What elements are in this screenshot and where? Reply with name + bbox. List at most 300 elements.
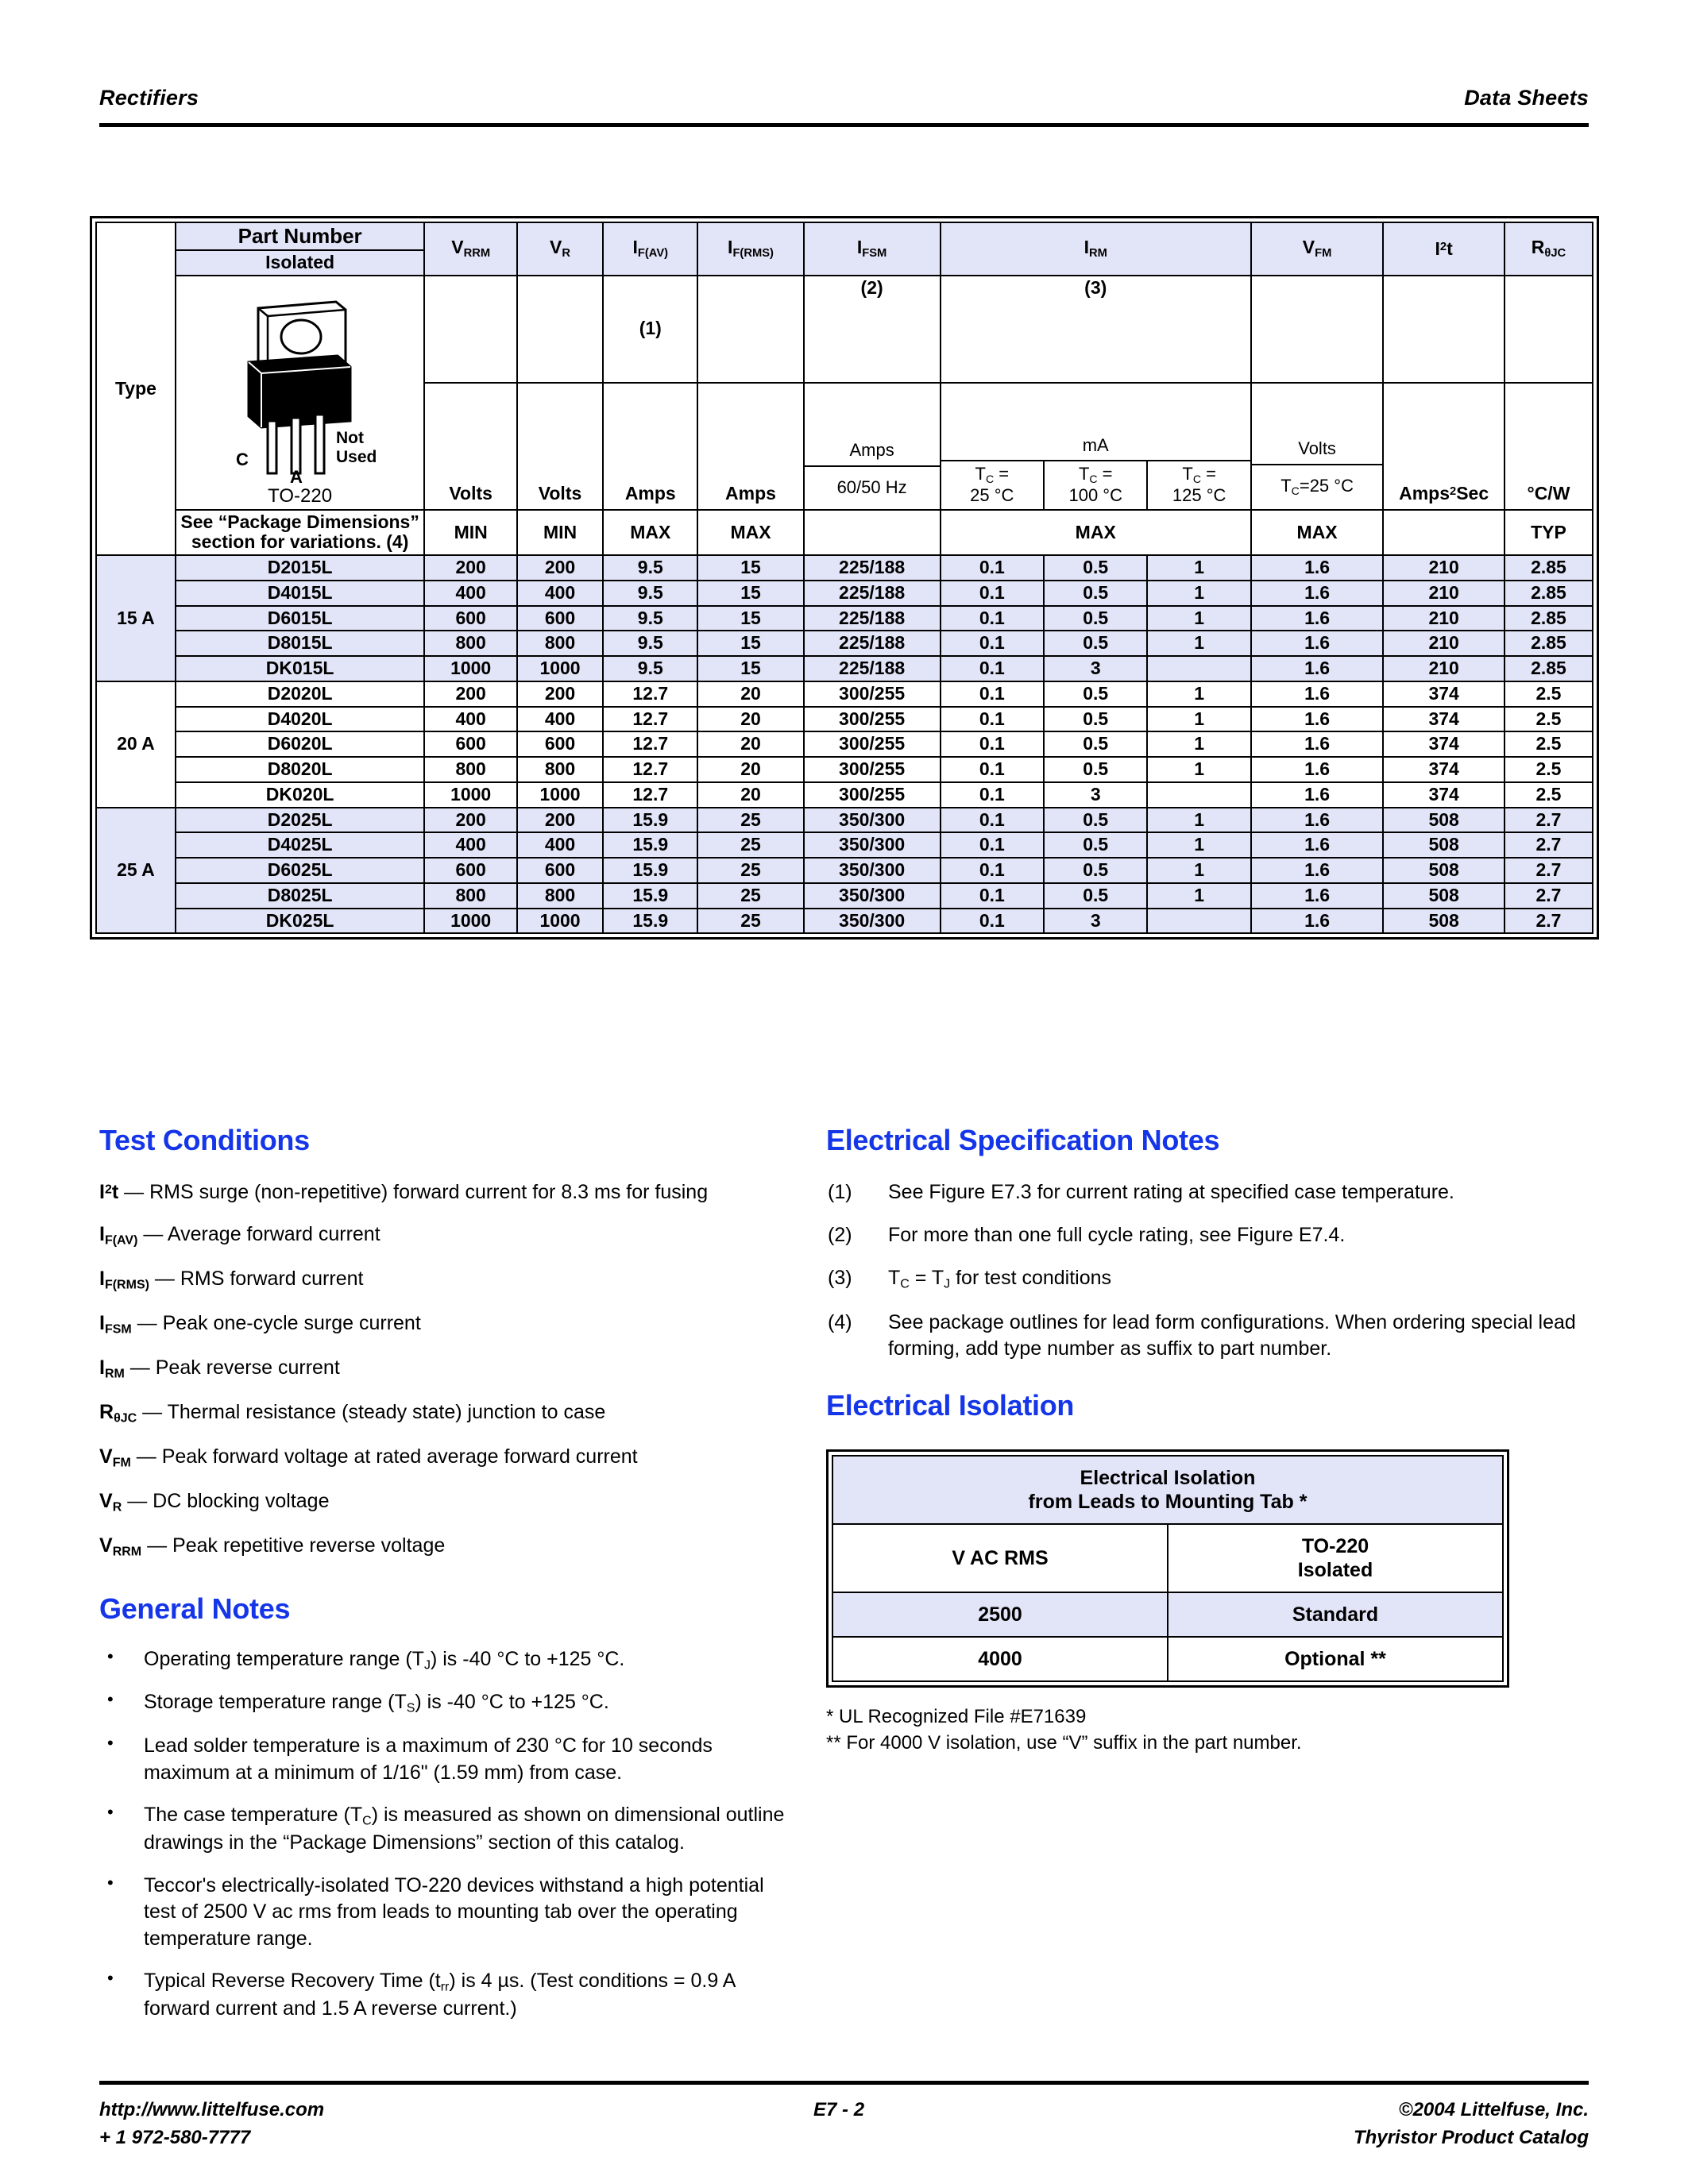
page-footer bbox=[99, 2097, 1589, 2152]
cell-vr: 1000 bbox=[517, 782, 603, 808]
cell-ifrms: 20 bbox=[697, 731, 803, 757]
table-row bbox=[96, 782, 1593, 808]
cell-vr: 800 bbox=[517, 631, 603, 656]
col-header-vfm: $V_{FM}$ bbox=[1251, 222, 1383, 276]
running-head-right: Data Sheets bbox=[1464, 86, 1589, 110]
cell-irm-100c: 0.5 bbox=[1044, 808, 1147, 833]
note-ref-i2t bbox=[1383, 276, 1505, 383]
unit-ifsm-cell bbox=[804, 383, 941, 510]
package-footnote bbox=[176, 510, 425, 556]
cell-ifsm: 225/188 bbox=[804, 656, 941, 681]
test-conditions-list bbox=[99, 1179, 798, 1561]
unit-vfm-cell bbox=[1251, 383, 1383, 510]
part-number-cell: D4025L bbox=[176, 832, 425, 858]
cell-vr: 200 bbox=[517, 681, 603, 707]
to220-outline-icon bbox=[217, 284, 384, 483]
table-row bbox=[832, 1637, 1503, 1681]
cell-irm-25c: 0.1 bbox=[941, 808, 1044, 833]
cell-vrrm: 600 bbox=[424, 858, 517, 883]
cell-irm-100c: 0.5 bbox=[1044, 555, 1147, 581]
note-ref-rthjc bbox=[1505, 276, 1593, 383]
package-footnote-line1: See “Package Dimensions” bbox=[180, 511, 419, 532]
part-number-cell: D6020L bbox=[176, 731, 425, 757]
isolation-footnote-1: * UL Recognized File #E71639 bbox=[826, 1705, 1087, 1727]
cell-rthjc: 2.5 bbox=[1505, 681, 1593, 707]
cell-ifav: 15.9 bbox=[603, 909, 697, 934]
irm-subcol-100c: $T_C$ = 100 °C bbox=[1045, 461, 1148, 508]
cell-irm-100c: 3 bbox=[1044, 782, 1147, 808]
cell-ifsm: 350/300 bbox=[804, 808, 941, 833]
cell-i2t: 508 bbox=[1383, 808, 1505, 833]
cell-vfm: 1.6 bbox=[1251, 757, 1383, 782]
table-row bbox=[96, 858, 1593, 883]
table-row bbox=[96, 555, 1593, 581]
isolation-heading: Electrical Isolation bbox=[826, 1388, 1075, 1422]
cell-vrrm: 400 bbox=[424, 707, 517, 732]
cell-rthjc: 2.5 bbox=[1505, 782, 1593, 808]
footer-left bbox=[99, 2097, 324, 2152]
cell-irm-100c: 3 bbox=[1044, 656, 1147, 681]
footer-page-number: E7 - 2 bbox=[813, 2099, 865, 2120]
cell-vrrm: 400 bbox=[424, 832, 517, 858]
test-condition-item: $I_{RM}$ — Peak reverse current bbox=[99, 1356, 340, 1381]
test-condition-symbol: $V_{FM}$ bbox=[99, 1445, 131, 1470]
cell-vrrm: 1000 bbox=[424, 909, 517, 934]
cell-ifrms: 15 bbox=[697, 581, 803, 606]
cell-vfm: 1.6 bbox=[1251, 581, 1383, 606]
specification-table-body bbox=[96, 555, 1593, 933]
cell-rthjc: 2.85 bbox=[1505, 555, 1593, 581]
part-number-cell: D4015L bbox=[176, 581, 425, 606]
isolation-col2-line2: Isolated bbox=[1297, 1558, 1373, 1581]
package-drawing-cell bbox=[176, 276, 425, 510]
col-header-vrrm: $V_{RRM}$ bbox=[424, 222, 517, 276]
cell-irm-100c: 0.5 bbox=[1044, 883, 1147, 909]
cell-vrrm: 800 bbox=[424, 883, 517, 909]
part-number-cell: DK025L bbox=[176, 909, 425, 934]
cell-i2t: 508 bbox=[1383, 832, 1505, 858]
cell-i2t: 374 bbox=[1383, 782, 1505, 808]
cell-vr: 400 bbox=[517, 832, 603, 858]
cell-vr: 600 bbox=[517, 858, 603, 883]
cell-rthjc: 2.85 bbox=[1505, 656, 1593, 681]
cell-vfm: 1.6 bbox=[1251, 909, 1383, 934]
lead-label-a: A bbox=[289, 466, 303, 483]
table-row bbox=[96, 909, 1593, 934]
cell-ifav: 9.5 bbox=[603, 631, 697, 656]
spec-notes-heading: Electrical Specification Notes bbox=[826, 1124, 1220, 1156]
cell-rthjc: 2.7 bbox=[1505, 883, 1593, 909]
isolation-table bbox=[832, 1455, 1504, 1682]
cell-irm-125c bbox=[1147, 782, 1250, 808]
cell-vrrm: 200 bbox=[424, 555, 517, 581]
cell-irm-100c: 0.5 bbox=[1044, 731, 1147, 757]
list-item: • Storage temperature range $(T_S)$ is -40 °C to +125 °C. bbox=[99, 1689, 798, 1717]
specification-table-container bbox=[90, 216, 1599, 940]
cell-ifsm: 300/255 bbox=[804, 757, 941, 782]
right-column bbox=[826, 1124, 1589, 1757]
part-number-cell: D6015L bbox=[176, 606, 425, 631]
cell-irm-25c: 0.1 bbox=[941, 731, 1044, 757]
col-header-ifrms: $I_{F(RMS)}$ bbox=[697, 222, 803, 276]
cell-vfm: 1.6 bbox=[1251, 707, 1383, 732]
cell-vrrm: 600 bbox=[424, 606, 517, 631]
cell-irm-25c: 0.1 bbox=[941, 681, 1044, 707]
part-number-cell: D8015L bbox=[176, 631, 425, 656]
running-head-left: Rectifiers bbox=[99, 86, 199, 110]
cell-irm-100c: 3 bbox=[1044, 909, 1147, 934]
table-row bbox=[832, 1592, 1503, 1637]
lead-label-notused-2: Used bbox=[335, 447, 377, 466]
cell-i2t: 374 bbox=[1383, 757, 1505, 782]
part-number-cell: DK015L bbox=[176, 656, 425, 681]
cell-ifrms: 15 bbox=[697, 656, 803, 681]
cell-i2t: 508 bbox=[1383, 909, 1505, 934]
table-row bbox=[96, 707, 1593, 732]
footer-catalog: Thyristor Product Catalog bbox=[1353, 2126, 1589, 2148]
cond-vfm: $T_C=25$ °C bbox=[1280, 476, 1354, 497]
cell-vrrm: 800 bbox=[424, 631, 517, 656]
note-ref-irm: (3) bbox=[941, 276, 1251, 383]
cell-irm-100c: 0.5 bbox=[1044, 707, 1147, 732]
cell-vfm: 1.6 bbox=[1251, 656, 1383, 681]
cell-ifrms: 20 bbox=[697, 757, 803, 782]
cell-ifav: 9.5 bbox=[603, 606, 697, 631]
limit-vr: MIN bbox=[517, 510, 603, 556]
cell-irm-25c: 0.1 bbox=[941, 656, 1044, 681]
note-number: (2) bbox=[828, 1224, 852, 1246]
unit-ifav: Amps bbox=[603, 383, 697, 510]
cell-irm-125c bbox=[1147, 656, 1250, 681]
limit-ifsm bbox=[804, 510, 941, 556]
current-rating-group-20a: 20 A bbox=[96, 681, 176, 808]
irm-subcol-125c: $T_C$ = 125 °C bbox=[1172, 464, 1226, 506]
cell-irm-100c: 0.5 bbox=[1044, 631, 1147, 656]
cell-ifav: 15.9 bbox=[603, 883, 697, 909]
cell-vrrm: 400 bbox=[424, 581, 517, 606]
test-condition-item: $I_{FSM}$ — Peak one-cycle surge current bbox=[99, 1311, 421, 1337]
cell-vrrm: 800 bbox=[424, 757, 517, 782]
test-condition-item: $R_{\theta JC}$ — Thermal resistance (steady state) junction to case bbox=[99, 1400, 606, 1426]
specification-table bbox=[95, 222, 1593, 934]
cell-ifsm: 300/255 bbox=[804, 731, 941, 757]
cell-ifrms: 20 bbox=[697, 681, 803, 707]
note-ref-ifav: (1) bbox=[603, 276, 697, 383]
cell-vfm: 1.6 bbox=[1251, 808, 1383, 833]
isolation-table-container bbox=[826, 1449, 1509, 1688]
cell-vfm: 1.6 bbox=[1251, 681, 1383, 707]
cell-vfm: 1.6 bbox=[1251, 883, 1383, 909]
cell-vr: 800 bbox=[517, 757, 603, 782]
test-condition-item: $V_{FM}$ — Peak forward voltage at rated average forward current bbox=[99, 1445, 638, 1470]
isolation-col1-header: V AC RMS bbox=[832, 1524, 1168, 1592]
cond-ifsm: 60/50 Hz bbox=[836, 477, 907, 498]
limit-vfm: MAX bbox=[1251, 510, 1383, 556]
footer-rule bbox=[99, 2081, 1589, 2085]
cell-vfm: 1.6 bbox=[1251, 606, 1383, 631]
test-condition-symbol: $V_{RRM}$ bbox=[99, 1534, 142, 1559]
irm-subcol-25c: $T_C$ = 25 °C bbox=[941, 461, 1045, 508]
col-header-irm: $I_{RM}$ bbox=[941, 222, 1251, 276]
part-number-cell: D8020L bbox=[176, 757, 425, 782]
cell-ifav: 12.7 bbox=[603, 681, 697, 707]
table-row bbox=[96, 808, 1593, 833]
part-number-cell: D6025L bbox=[176, 858, 425, 883]
cell-irm-100c: 0.5 bbox=[1044, 832, 1147, 858]
cell-ifsm: 225/188 bbox=[804, 581, 941, 606]
cell-rthjc: 2.5 bbox=[1505, 731, 1593, 757]
col-header-rthjc: $R_{\theta JC}$ bbox=[1505, 222, 1593, 276]
cell-ifsm: 300/255 bbox=[804, 681, 941, 707]
footer-url[interactable]: http://www.littelfuse.com bbox=[99, 2099, 325, 2120]
list-item: (2) For more than one full cycle rating, see Figure E7.4. bbox=[826, 1222, 1589, 1248]
cell-irm-25c: 0.1 bbox=[941, 757, 1044, 782]
table-row bbox=[96, 883, 1593, 909]
cell-ifrms: 25 bbox=[697, 909, 803, 934]
part-number-cell: D2025L bbox=[176, 808, 425, 833]
cell-vr: 200 bbox=[517, 555, 603, 581]
part-number-cell: D2015L bbox=[176, 555, 425, 581]
isolation-voltage-cell: 4000 bbox=[832, 1637, 1168, 1681]
cell-ifav: 15.9 bbox=[603, 858, 697, 883]
cell-irm-25c: 0.1 bbox=[941, 832, 1044, 858]
part-number-cell: D4020L bbox=[176, 707, 425, 732]
cell-rthjc: 2.5 bbox=[1505, 707, 1593, 732]
cell-ifav: 9.5 bbox=[603, 656, 697, 681]
spec-notes-list bbox=[826, 1179, 1589, 1362]
unit-ifrms: Amps bbox=[697, 383, 803, 510]
limit-ifav: MAX bbox=[603, 510, 697, 556]
note-ref-vr bbox=[517, 276, 603, 383]
cell-vrrm: 200 bbox=[424, 808, 517, 833]
cell-ifsm: 350/300 bbox=[804, 909, 941, 934]
cell-irm-25c: 0.1 bbox=[941, 909, 1044, 934]
package-footnote-line2: section for variations. (4) bbox=[191, 531, 409, 553]
cell-ifrms: 15 bbox=[697, 606, 803, 631]
test-condition-item: $I_{F(RMS)}$ — RMS forward current bbox=[99, 1267, 364, 1292]
cell-irm-125c: 1 bbox=[1147, 757, 1250, 782]
note-ref-ifsm: (2) bbox=[804, 276, 941, 383]
test-condition-symbol: $I^2t$ bbox=[99, 1181, 119, 1203]
cell-ifsm: 350/300 bbox=[804, 832, 941, 858]
table-row bbox=[96, 656, 1593, 681]
note-number: (3) bbox=[828, 1267, 852, 1289]
cell-ifsm: 225/188 bbox=[804, 631, 941, 656]
cell-ifsm: 300/255 bbox=[804, 707, 941, 732]
isolation-table-title bbox=[832, 1456, 1503, 1524]
cell-irm-25c: 0.1 bbox=[941, 631, 1044, 656]
cell-vfm: 1.6 bbox=[1251, 731, 1383, 757]
cell-irm-125c bbox=[1147, 909, 1250, 934]
cell-vrrm: 200 bbox=[424, 681, 517, 707]
test-condition-item: $I^2t$ — RMS surge (non-repetitive) forward current for 8.3 ms for fusing bbox=[99, 1181, 709, 1203]
cell-i2t: 374 bbox=[1383, 707, 1505, 732]
cell-vfm: 1.6 bbox=[1251, 832, 1383, 858]
cell-irm-25c: 0.1 bbox=[941, 883, 1044, 909]
cell-irm-100c: 0.5 bbox=[1044, 581, 1147, 606]
cell-rthjc: 2.7 bbox=[1505, 832, 1593, 858]
cell-vr: 1000 bbox=[517, 656, 603, 681]
cell-vfm: 1.6 bbox=[1251, 782, 1383, 808]
cell-ifav: 12.7 bbox=[603, 782, 697, 808]
note-ref-vfm bbox=[1251, 276, 1383, 383]
note-number: (4) bbox=[828, 1310, 852, 1333]
irm-subheader-row bbox=[941, 461, 1250, 508]
cell-irm-125c: 1 bbox=[1147, 606, 1250, 631]
unit-irm: mA bbox=[941, 431, 1250, 462]
cell-vr: 800 bbox=[517, 883, 603, 909]
test-condition-symbol: $I_{F(RMS)}$ bbox=[99, 1267, 149, 1292]
cell-irm-100c: 0.5 bbox=[1044, 681, 1147, 707]
cell-vr: 1000 bbox=[517, 909, 603, 934]
cell-ifsm: 225/188 bbox=[804, 606, 941, 631]
cell-rthjc: 2.85 bbox=[1505, 606, 1593, 631]
unit-vfm: Volts bbox=[1252, 434, 1382, 465]
isolation-title-line2: from Leads to Mounting Tab * bbox=[1028, 1490, 1308, 1513]
isolation-footnotes bbox=[826, 1704, 1589, 1757]
list-item: • Lead solder temperature is a maximum of 230 °C for 10 seconds maximum at a minimum of 1/16" (1.59 mm) from case. bbox=[99, 1733, 798, 1786]
part-number-cell: DK020L bbox=[176, 782, 425, 808]
list-item: • Operating temperature range $(T_J)$ is -40 °C to +125 °C. bbox=[99, 1646, 798, 1674]
cell-vrrm: 600 bbox=[424, 731, 517, 757]
cell-irm-25c: 0.1 bbox=[941, 555, 1044, 581]
footer-phone: + 1 972-580-7777 bbox=[99, 2126, 251, 2148]
cell-ifsm: 225/188 bbox=[804, 555, 941, 581]
footer-right bbox=[1354, 2097, 1589, 2152]
test-condition-item: $V_R$ — DC blocking voltage bbox=[99, 1489, 330, 1515]
isolation-table-body bbox=[832, 1592, 1503, 1681]
cell-irm-25c: 0.1 bbox=[941, 707, 1044, 732]
cell-i2t: 210 bbox=[1383, 555, 1505, 581]
cell-ifav: 15.9 bbox=[603, 808, 697, 833]
cell-rthjc: 2.85 bbox=[1505, 631, 1593, 656]
limit-irm: MAX bbox=[941, 510, 1251, 556]
cell-irm-125c: 1 bbox=[1147, 883, 1250, 909]
test-condition-symbol: $I_{RM}$ bbox=[99, 1356, 125, 1381]
table-row bbox=[96, 731, 1593, 757]
cell-ifsm: 350/300 bbox=[804, 883, 941, 909]
table-row bbox=[96, 631, 1593, 656]
general-notes-heading: General Notes bbox=[99, 1592, 291, 1625]
cell-irm-100c: 0.5 bbox=[1044, 606, 1147, 631]
to220-package-drawing bbox=[178, 278, 423, 507]
cell-ifav: 12.7 bbox=[603, 757, 697, 782]
running-head bbox=[99, 86, 1589, 110]
test-condition-symbol: $R_{\theta JC}$ bbox=[99, 1400, 137, 1426]
cell-irm-25c: 0.1 bbox=[941, 782, 1044, 808]
table-header-row-notes bbox=[96, 276, 1593, 383]
cell-irm-125c: 1 bbox=[1147, 707, 1250, 732]
cell-ifrms: 15 bbox=[697, 555, 803, 581]
limit-i2t bbox=[1383, 510, 1505, 556]
cell-vrrm: 1000 bbox=[424, 782, 517, 808]
isolation-footnote-2: ** For 4000 V isolation, use “V” suffix in the part number. bbox=[826, 1732, 1302, 1754]
table-row bbox=[96, 581, 1593, 606]
cell-ifrms: 15 bbox=[697, 631, 803, 656]
unit-rthjc: °C/W bbox=[1505, 383, 1593, 510]
table-row bbox=[96, 832, 1593, 858]
cell-ifav: 15.9 bbox=[603, 832, 697, 858]
limit-ifrms: MAX bbox=[697, 510, 803, 556]
isolation-status-cell: Optional ** bbox=[1168, 1637, 1503, 1681]
note-ref-ifrms bbox=[697, 276, 803, 383]
unit-vrrm: Volts bbox=[424, 383, 517, 510]
isolation-header-row bbox=[832, 1524, 1503, 1592]
test-condition-item: $I_{F(AV)}$ — Average forward current bbox=[99, 1223, 380, 1248]
unit-vr: Volts bbox=[517, 383, 603, 510]
cell-irm-125c: 1 bbox=[1147, 581, 1250, 606]
unit-ifsm: Amps bbox=[805, 436, 940, 467]
list-item: (3) $T_C = T_J$ for test conditions bbox=[828, 1267, 1112, 1291]
limit-vrrm: MIN bbox=[424, 510, 517, 556]
cell-vr: 600 bbox=[517, 606, 603, 631]
col-header-ifsm: $I_{FSM}$ bbox=[804, 222, 941, 276]
cell-ifav: 12.7 bbox=[603, 707, 697, 732]
cell-ifrms: 20 bbox=[697, 707, 803, 732]
cell-ifrms: 25 bbox=[697, 832, 803, 858]
isolation-status-cell: Standard bbox=[1168, 1592, 1503, 1637]
table-header-row-symbols bbox=[96, 222, 1593, 250]
test-condition-symbol: $V_R$ bbox=[99, 1489, 122, 1515]
cell-irm-125c: 1 bbox=[1147, 681, 1250, 707]
isolation-voltage-cell: 2500 bbox=[832, 1592, 1168, 1637]
cell-ifrms: 25 bbox=[697, 858, 803, 883]
general-notes-list bbox=[99, 1646, 798, 2023]
test-condition-item: $V_{RRM}$ — Peak repetitive reverse voltage bbox=[99, 1534, 446, 1559]
left-column bbox=[99, 1124, 798, 2039]
unit-irm-cell bbox=[941, 383, 1251, 510]
cell-i2t: 374 bbox=[1383, 731, 1505, 757]
list-item: (1) See Figure E7.3 for current rating at specified case temperature. bbox=[826, 1179, 1589, 1206]
cell-vr: 400 bbox=[517, 581, 603, 606]
list-item: • Typical Reverse Recovery Time $(t_{rr})$ is 4 µs. (Test conditions = 0.9 A forward current and 1.5 A reverse current.) bbox=[99, 1968, 798, 2022]
cell-vr: 600 bbox=[517, 731, 603, 757]
table-header-row-limits bbox=[96, 510, 1593, 556]
test-condition-symbol: $I_{F(AV)}$ bbox=[99, 1223, 138, 1248]
note-ref-vrrm bbox=[424, 276, 517, 383]
current-rating-group-25a: 25 A bbox=[96, 808, 176, 934]
col-header-i2t: $I^2t$ bbox=[1383, 222, 1505, 276]
part-number-cell: D2020L bbox=[176, 681, 425, 707]
cell-i2t: 210 bbox=[1383, 631, 1505, 656]
table-row bbox=[96, 757, 1593, 782]
part-number-sub-header: Isolated bbox=[176, 250, 425, 276]
cell-rthjc: 2.5 bbox=[1505, 757, 1593, 782]
cell-irm-125c: 1 bbox=[1147, 731, 1250, 757]
cell-irm-25c: 0.1 bbox=[941, 581, 1044, 606]
cell-i2t: 210 bbox=[1383, 606, 1505, 631]
cell-rthjc: 2.85 bbox=[1505, 581, 1593, 606]
footer-copyright: ©2004 Littelfuse, Inc. bbox=[1398, 2099, 1589, 2120]
type-corner-label: Type bbox=[96, 222, 176, 555]
list-item: (4) See package outlines for lead form configurations. When ordering special lead forming, add type number as suffix to part number. bbox=[828, 1310, 1576, 1360]
running-head-rule bbox=[99, 123, 1589, 127]
isolation-title-row bbox=[832, 1456, 1503, 1524]
cell-rthjc: 2.7 bbox=[1505, 858, 1593, 883]
cell-vr: 200 bbox=[517, 808, 603, 833]
cell-irm-125c: 1 bbox=[1147, 555, 1250, 581]
isolation-col2-header bbox=[1168, 1524, 1503, 1592]
cell-irm-125c: 1 bbox=[1147, 832, 1250, 858]
cell-i2t: 210 bbox=[1383, 581, 1505, 606]
cell-ifrms: 20 bbox=[697, 782, 803, 808]
cell-irm-125c: 1 bbox=[1147, 858, 1250, 883]
unit-i2t: Amps$^2$Sec bbox=[1383, 383, 1505, 510]
cell-ifsm: 300/255 bbox=[804, 782, 941, 808]
col-header-vr: $V_R$ bbox=[517, 222, 603, 276]
note-number: (1) bbox=[828, 1181, 852, 1203]
cell-ifav: 12.7 bbox=[603, 731, 697, 757]
